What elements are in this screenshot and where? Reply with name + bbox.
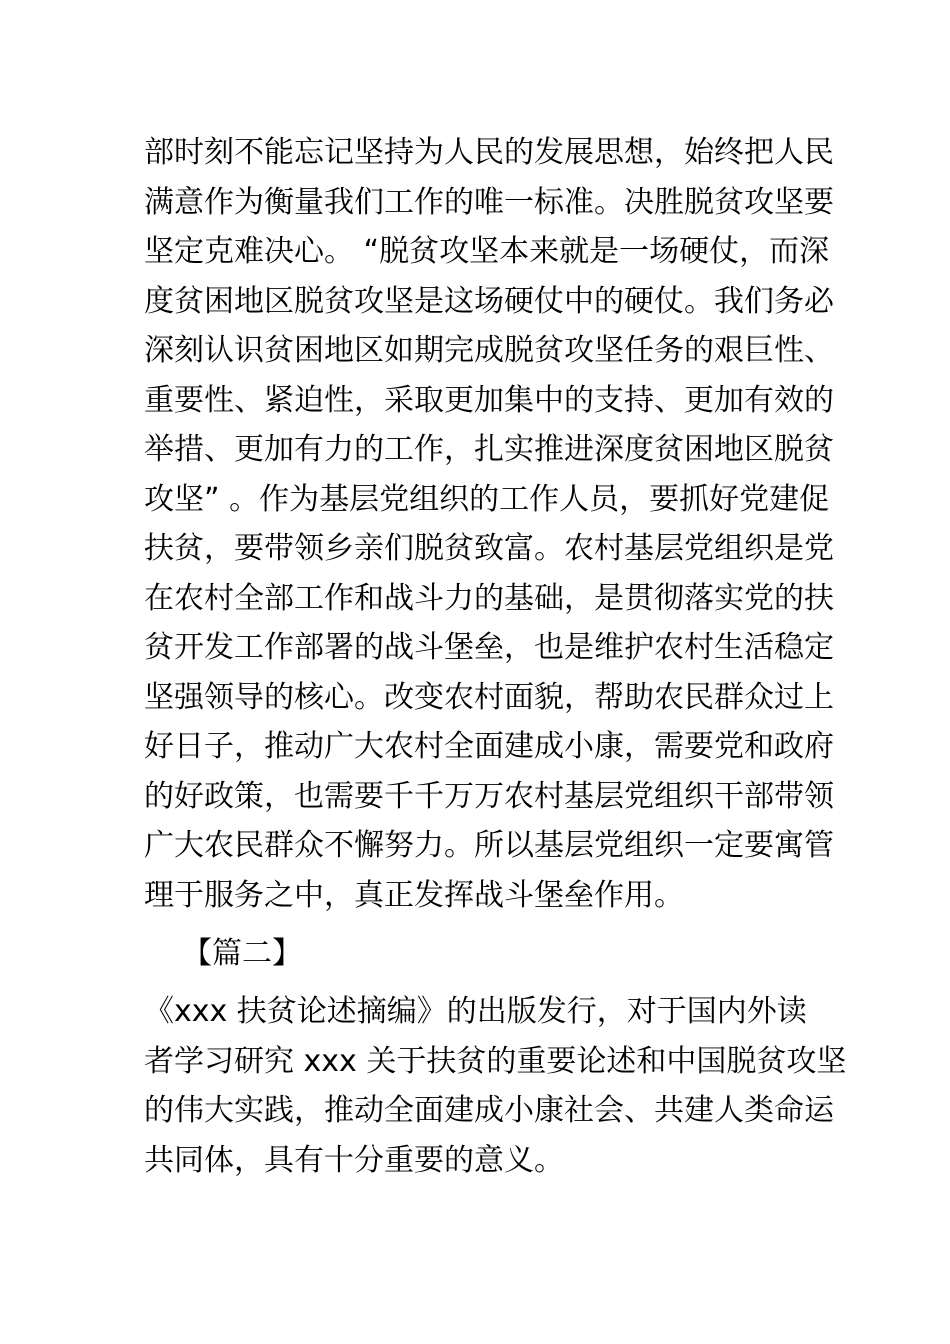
text-line: 坚定克难决心。 “脱贫攻坚本来就是一场硬仗，而深 [144,234,830,269]
text-line: 度贫困地区脱贫攻坚是这场硬仗中的硬仗。我们务必 [144,283,834,319]
body-paragraph-2 [144,987,847,1185]
text-line: 者学习研究 xxx 关于扶贫的重要论述和中国脱贫攻坚 [144,1043,847,1079]
text-line: 共同体，具有十分重要的意义。 [144,1142,564,1178]
text-line: 重要性、紧迫性，采取更加集中的支持、更加有效的 [144,382,834,418]
text-line: 举措、更加有力的工作，扎实推进深度贫困地区脱贫 [144,432,834,467]
text-line: 攻坚” 。作为基层党组织的工作人员，要抓好党建促 [144,481,830,517]
text-line: 扶贫，要带领乡亲们脱贫致富。农村基层党组织是党 [144,531,834,566]
text-line: 深刻认识贫困地区如期完成脱贫攻坚任务的艰巨性、 [144,333,834,368]
text-line: 贫开发工作部署的战斗堡垒，也是维护农村生活稳定 [144,630,834,665]
section-heading [182,929,846,979]
text-line: 好日子，推动广大农村全面建成小康，需要党和政府 [144,729,834,764]
text-line: 的伟大实践，推动全面建成小康社会、共建人类命运 [144,1093,834,1128]
heading-text: 【篇二】 [182,936,302,971]
text-line: 《xxx 扶贫论述摘编》的出版发行，对于国内外读 [144,994,807,1029]
text-line: 在农村全部工作和战斗力的基础，是贯彻落实党的扶 [144,580,834,616]
text-line: 坚强领导的核心。改变农村面貌，帮助农民群众过上 [144,679,834,715]
body-paragraph-1 [144,128,834,920]
text-line: 的好政策，也需要千千万万农村基层党组织干部带领 [144,778,834,814]
text-line: 广大农民群众不懈努力。所以基层党组织一定要寓管 [144,828,834,863]
text-line: 理于服务之中，真正发挥战斗堡垒作用。 [144,877,684,913]
text-line: 部时刻不能忘记坚持为人民的发展思想，始终把人民 [144,135,834,170]
text-line: 满意作为衡量我们工作的唯一标准。决胜脱贫攻坚要 [144,184,834,220]
